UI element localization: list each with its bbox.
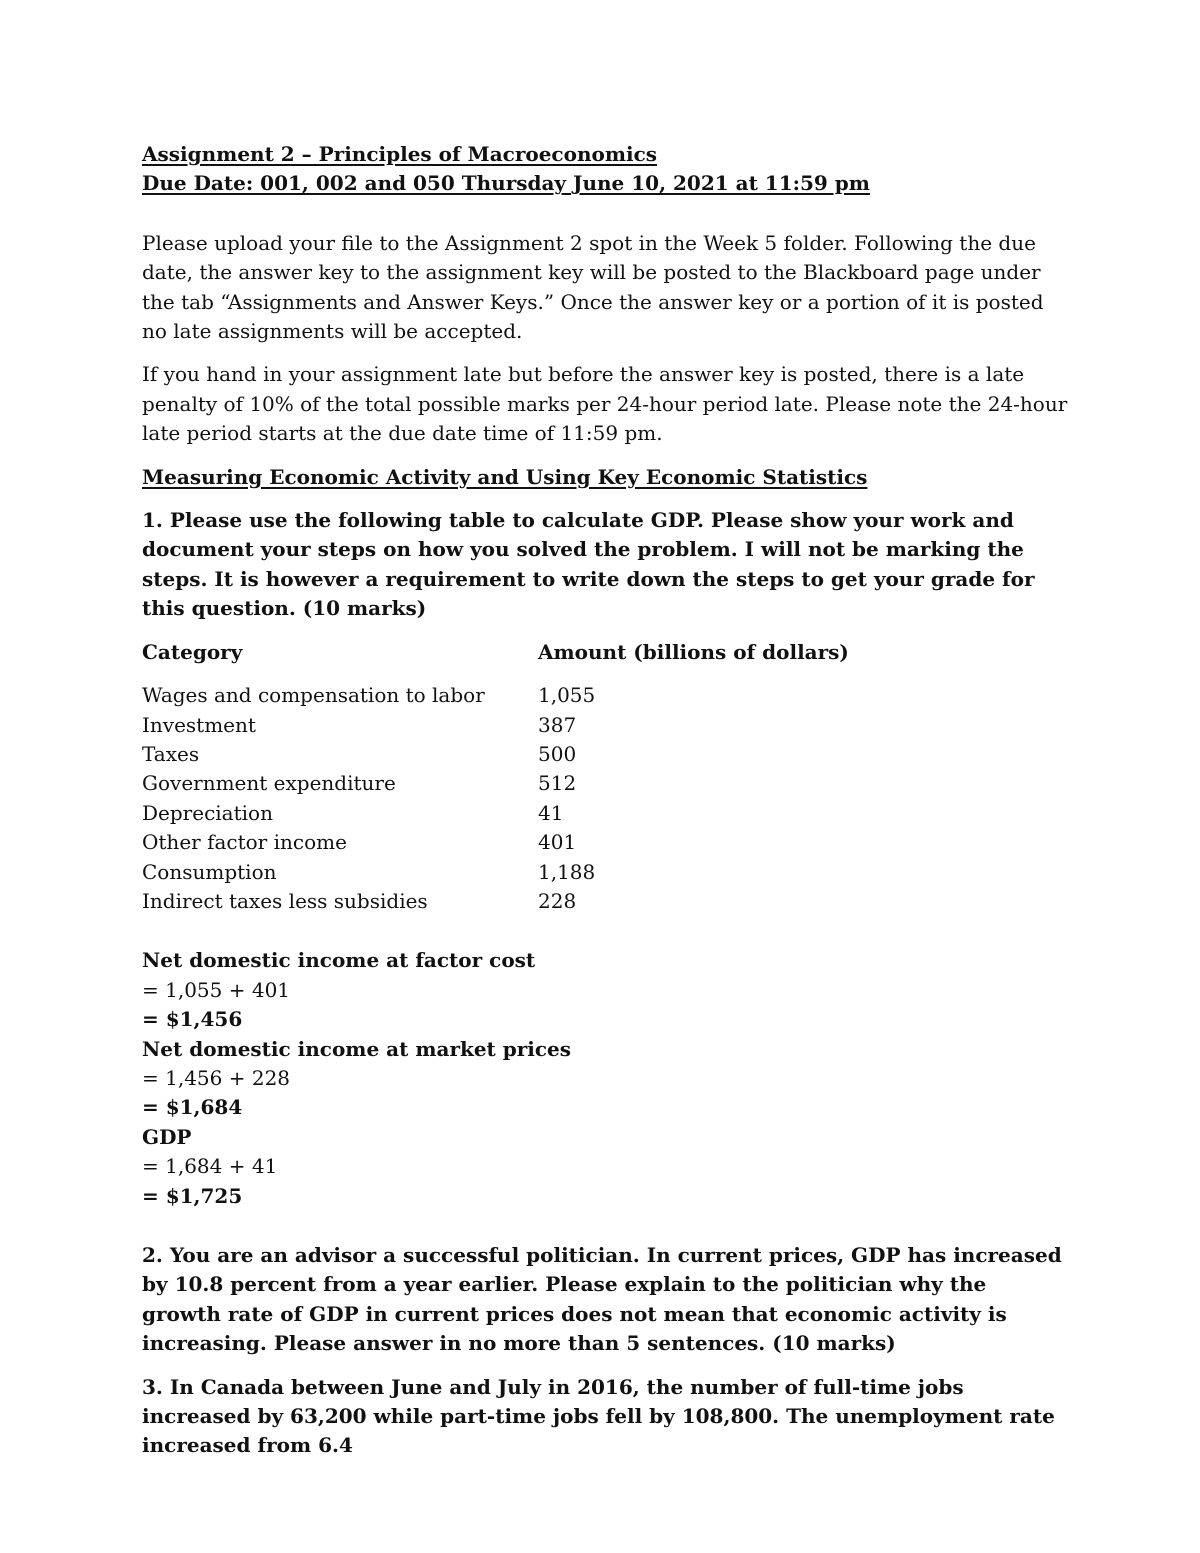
- intro-paragraph-1: Please upload your file to the Assignment 2 spot in the Week 5 folder. Following the due date, the answer key to the assignment key will be posted to the Blackboard page under the tab “Assignments and Answer Keys.” Once the answer key or a portion of it is posted no late assignments will be accepted.: [142, 230, 1044, 344]
- row-category: Indirect taxes less subsidies: [142, 888, 428, 913]
- due-date: Due Date: 001, 002 and 050 Thursday June 10, 2021 at 11:59 pm: [142, 171, 870, 196]
- answer-block: [142, 946, 1072, 1211]
- row-amount: 41: [538, 800, 564, 825]
- table-row: [142, 769, 1072, 798]
- gdp-result: = $1,725: [142, 1183, 243, 1208]
- row-amount: 1,188: [538, 859, 596, 884]
- question-3: 3. In Canada between June and July in 2016, the number of full-time jobs increased by 63,200 while part-time jobs fell by 108,800. The unemployment rate increased from 6.4: [142, 1374, 1055, 1458]
- ndi-market-calc: = 1,456 + 228: [142, 1065, 291, 1090]
- row-category: Taxes: [142, 741, 200, 766]
- row-category: Depreciation: [142, 800, 273, 825]
- table-row: [142, 858, 1072, 887]
- row-amount: 228: [538, 888, 577, 913]
- row-category: Other factor income: [142, 830, 347, 855]
- gdp-calc: = 1,684 + 41: [142, 1154, 278, 1179]
- row-amount: 1,055: [538, 683, 596, 708]
- row-category: Consumption: [142, 859, 277, 884]
- row-amount: 387: [538, 712, 577, 737]
- intro-paragraph-2: If you hand in your assignment late but before the answer key is posted, there is a late penalty of 10% of the total possible marks per 24-hour period late. Please note the 24-hour late period starts at the due date time of 11:59 pm.: [142, 362, 1068, 446]
- gdp-label: GDP: [142, 1124, 192, 1149]
- row-category: Investment: [142, 712, 256, 737]
- section-heading: Measuring Economic Activity and Using Key Economic Statistics: [142, 464, 868, 489]
- table-row: [142, 681, 1072, 710]
- data-table: [142, 681, 1072, 916]
- table-row: [142, 828, 1072, 857]
- ndi-market-label: Net domestic income at market prices: [142, 1036, 572, 1061]
- assignment-title: Assignment 2 – Principles of Macroeconomics: [142, 142, 658, 166]
- table-row: [142, 711, 1072, 740]
- question-1: 1. Please use the following table to calculate GDP. Please show your work and document your steps on how you solved the problem. I will not be marking the steps. It is however a requirement to write down the steps to get your grade for this question. (10 marks): [142, 508, 1035, 621]
- table-header: [142, 638, 1072, 667]
- ndi-factor-label: Net domestic income at factor cost: [142, 948, 536, 973]
- ndi-market-result: = $1,684: [142, 1095, 243, 1120]
- table-row: [142, 887, 1072, 916]
- row-amount: 500: [538, 741, 577, 766]
- ndi-factor-calc: = 1,055 + 401: [142, 977, 291, 1002]
- ndi-factor-result: = $1,456: [142, 1007, 243, 1032]
- row-amount: 401: [538, 830, 577, 855]
- row-amount: 512: [538, 771, 577, 796]
- row-category: Government expenditure: [142, 771, 396, 796]
- document-page: [142, 140, 1072, 1461]
- table-row: [142, 799, 1072, 828]
- column-header-amount: Amount (billions of dollars): [538, 639, 849, 664]
- row-category: Wages and compensation to labor: [142, 683, 485, 708]
- question-2: 2. You are an advisor a successful politician. In current prices, GDP has increased by 10.8 percent from a year earlier. Please explain to the politician why the growth rate of GDP in current prices does not mean that economic activity is increasing. Please answer in no more than 5 sentences. (10 marks): [142, 1243, 1062, 1356]
- column-header-category: Category: [142, 639, 243, 664]
- table-row: [142, 740, 1072, 769]
